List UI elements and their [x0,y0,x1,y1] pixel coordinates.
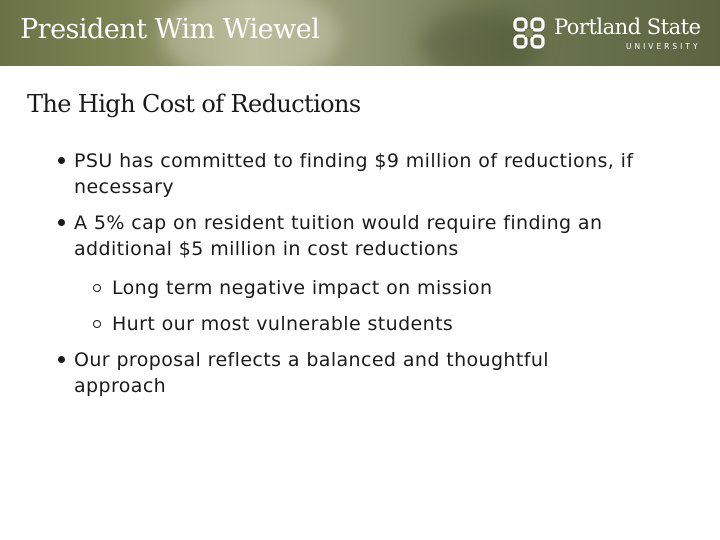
bullet-dot-icon [58,356,65,363]
portland-state-logo [512,14,708,54]
slide-title: The High Cost of Reductions [27,90,361,118]
bullet-item: PSU has committed to finding $9 million of reductions, if necessary [74,150,634,198]
sub-bullet-item: Hurt our most vulnerable students [112,313,454,335]
logo-subtitle: UNIVERSITY [626,42,701,51]
logo-wordmark: Portland State [554,15,701,39]
bullet-item: A 5% cap on resident tuition would require finding an additional $5 million in cost reductions [74,212,603,260]
bullet-item: Our proposal reflects a balanced and thoughtful approach [74,349,549,397]
bullet-dot-icon [58,157,65,164]
bullet-dot-icon [58,219,65,226]
sub-bullet-ring-icon [93,320,101,328]
header-banner [0,0,720,66]
presenter-title: President Wim Wiewel [20,14,320,45]
sub-bullet-ring-icon [93,284,101,292]
sub-bullet-item: Long term negative impact on mission [112,277,493,299]
psu-logo-mark-icon [512,16,546,50]
